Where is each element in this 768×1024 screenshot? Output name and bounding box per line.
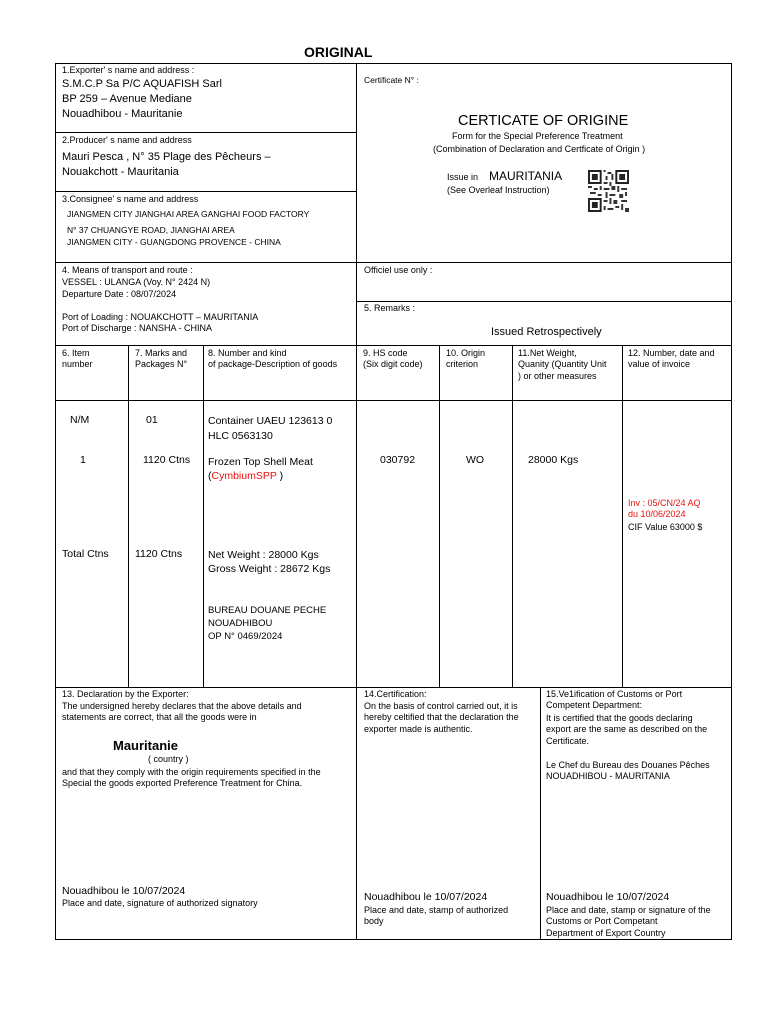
declaration-text-2: and that they comply with the origin requirements specified in the Special the goods exported Preference Treatment for China.: [62, 767, 321, 789]
col-invoice: 12. Number, date and value of invoice: [628, 348, 715, 370]
goods-species: (CymbiumSPP ): [208, 470, 284, 482]
port-of-loading: Port of Loading : NOUAKCHOTT – MAURITANIA: [62, 312, 259, 322]
port-of-discharge: Port of Discharge : NANSHA - CHINA: [62, 323, 213, 333]
departure-date: Departure Date : 08/07/2024: [62, 289, 177, 299]
remarks-label: 5. Remarks :: [364, 303, 416, 313]
issue-in-label: Issue in: [447, 172, 479, 182]
seal-number: HLC 0563130: [208, 430, 273, 442]
gross-weight-line: Gross Weight : 28672 Kgs: [208, 563, 331, 575]
item-1: 1: [80, 454, 86, 466]
vessel: VESSEL : ULANGA (Voy. N° 2424 N): [62, 277, 211, 287]
exporter-line-1: S.M.C.P Sa P/C AQUAFISH Sarl: [62, 78, 222, 90]
verification-place-date: Nouadhibou le 10/07/2024: [546, 891, 670, 903]
container-number: Container UAEU 123613 0: [208, 415, 333, 427]
net-weight-value: 28000 Kgs: [528, 454, 579, 466]
consignee-line-2: N° 37 CHUANGYE ROAD, JIANGHAI AREA: [67, 225, 235, 235]
producer-label: 2.Producer' s name and address: [62, 135, 192, 145]
official-use-label: Officiel use only :: [364, 265, 433, 275]
exporter-line-3: Nouadhibou - Mauritanie: [62, 108, 183, 120]
declaration-label: 13. Declaration by the Exporter:: [62, 689, 189, 699]
certificate-title: CERTICATE OF ORIGINE: [458, 113, 629, 129]
remarks-value: Issued Retrospectively: [491, 326, 602, 338]
invoice-value: CIF Value 63000 $: [628, 522, 703, 532]
invoice-number-date: Inv : 05/CN/24 AQ du 10/06/2024: [628, 498, 701, 520]
certificate-subtitle-2: (Combination of Declaration and Certficate of Origin ): [433, 144, 646, 154]
verification-label: 15.Ve1ification of Customs or Port Competent Department:: [546, 689, 683, 711]
consignee-line-3: JIANGMEN CITY - GUANGDONG PROVENCE - CHINA: [67, 237, 281, 247]
col-net-weight: 11.Net Weight, Quanity (Quantity Unit ) or other measures: [518, 348, 607, 381]
declaration-text: The undersigned hereby declares that the above details and statements are correct, that all the goods were in: [62, 701, 302, 723]
declaration-country-label: ( country ): [148, 754, 189, 764]
verification-sign-label: Place and date, stamp or signature of the Customs or Port Competant Department of Export Country: [546, 905, 711, 938]
origin-criterion-value: WO: [466, 454, 485, 466]
declaration-sign-label: Place and date, signature of authorized signatory: [62, 898, 258, 908]
producer-line-2: Nouakchott - Mauritania: [62, 166, 179, 178]
goods-description: Frozen Top Shell Meat: [208, 456, 313, 468]
total-ctns-value: 1120 Ctns: [135, 548, 183, 560]
declaration-country: Mauritanie: [113, 738, 179, 753]
verification-chef: Le Chef du Bureau des Douanes Pêches NOUADHIBOU - MAURITANIA: [546, 760, 710, 782]
col-item-number: 6. Item number: [62, 348, 93, 370]
producer-line-1: Mauri Pesca , N° 35 Plage des Pêcheurs –: [62, 151, 271, 163]
certification-sign-label: Place and date, stamp of authorized body: [364, 905, 509, 927]
certification-label: 14.Certification:: [364, 689, 427, 699]
consignee-line-1: JIANGMEN CITY JIANGHAI AREA GANGHAI FOOD FACTORY: [67, 209, 310, 219]
declaration-place-date: Nouadhibou le 10/07/2024: [62, 885, 186, 897]
qr-code: [588, 170, 629, 212]
consignee-label: 3.Consignee' s name and address: [62, 194, 199, 204]
net-weight-line: Net Weight : 28000 Kgs: [208, 549, 319, 561]
certificate-subtitle: Form for the Special Preference Treatment: [452, 131, 623, 141]
mark-01: 01: [146, 414, 158, 426]
verification-text: It is certified that the goods declaring export are the same as described on the Certificate.: [546, 713, 708, 746]
hs-code-value: 030792: [380, 454, 416, 466]
exporter-line-2: BP 259 – Avenue Mediane: [62, 93, 192, 105]
total-ctns-label: Total Ctns: [62, 548, 109, 560]
col-hs-code: 9. HS code (Six digit code): [363, 348, 423, 370]
col-origin-criterion: 10. Origin criterion: [446, 348, 486, 370]
customs-bureau: BUREAU DOUANE PECHE NOUADHIBOU OP N° 0469/2024: [208, 605, 327, 642]
certification-place-date: Nouadhibou le 10/07/2024: [364, 891, 488, 903]
document-title: ORIGINAL: [304, 44, 373, 60]
issue-country: MAURITANIA: [489, 169, 563, 183]
exporter-label: 1.Exporter' s name and address :: [62, 65, 195, 75]
certificate-number-label: Certificate N° :: [364, 75, 419, 85]
col-marks-packages: 7. Marks and Packages N°: [135, 348, 188, 370]
packages-count: 1120 Ctns: [143, 454, 191, 466]
overleaf-instruction: (See Overleaf Instruction): [447, 185, 550, 195]
transport-label: 4. Means of transport and route :: [62, 265, 193, 275]
item-nm: N/M: [70, 414, 90, 426]
certification-text: On the basis of control carried out, it is hereby celtified that the declaration the exporter made is authentic.: [364, 701, 519, 734]
col-description: 8. Number and kind of package-Description of goods: [208, 348, 338, 370]
